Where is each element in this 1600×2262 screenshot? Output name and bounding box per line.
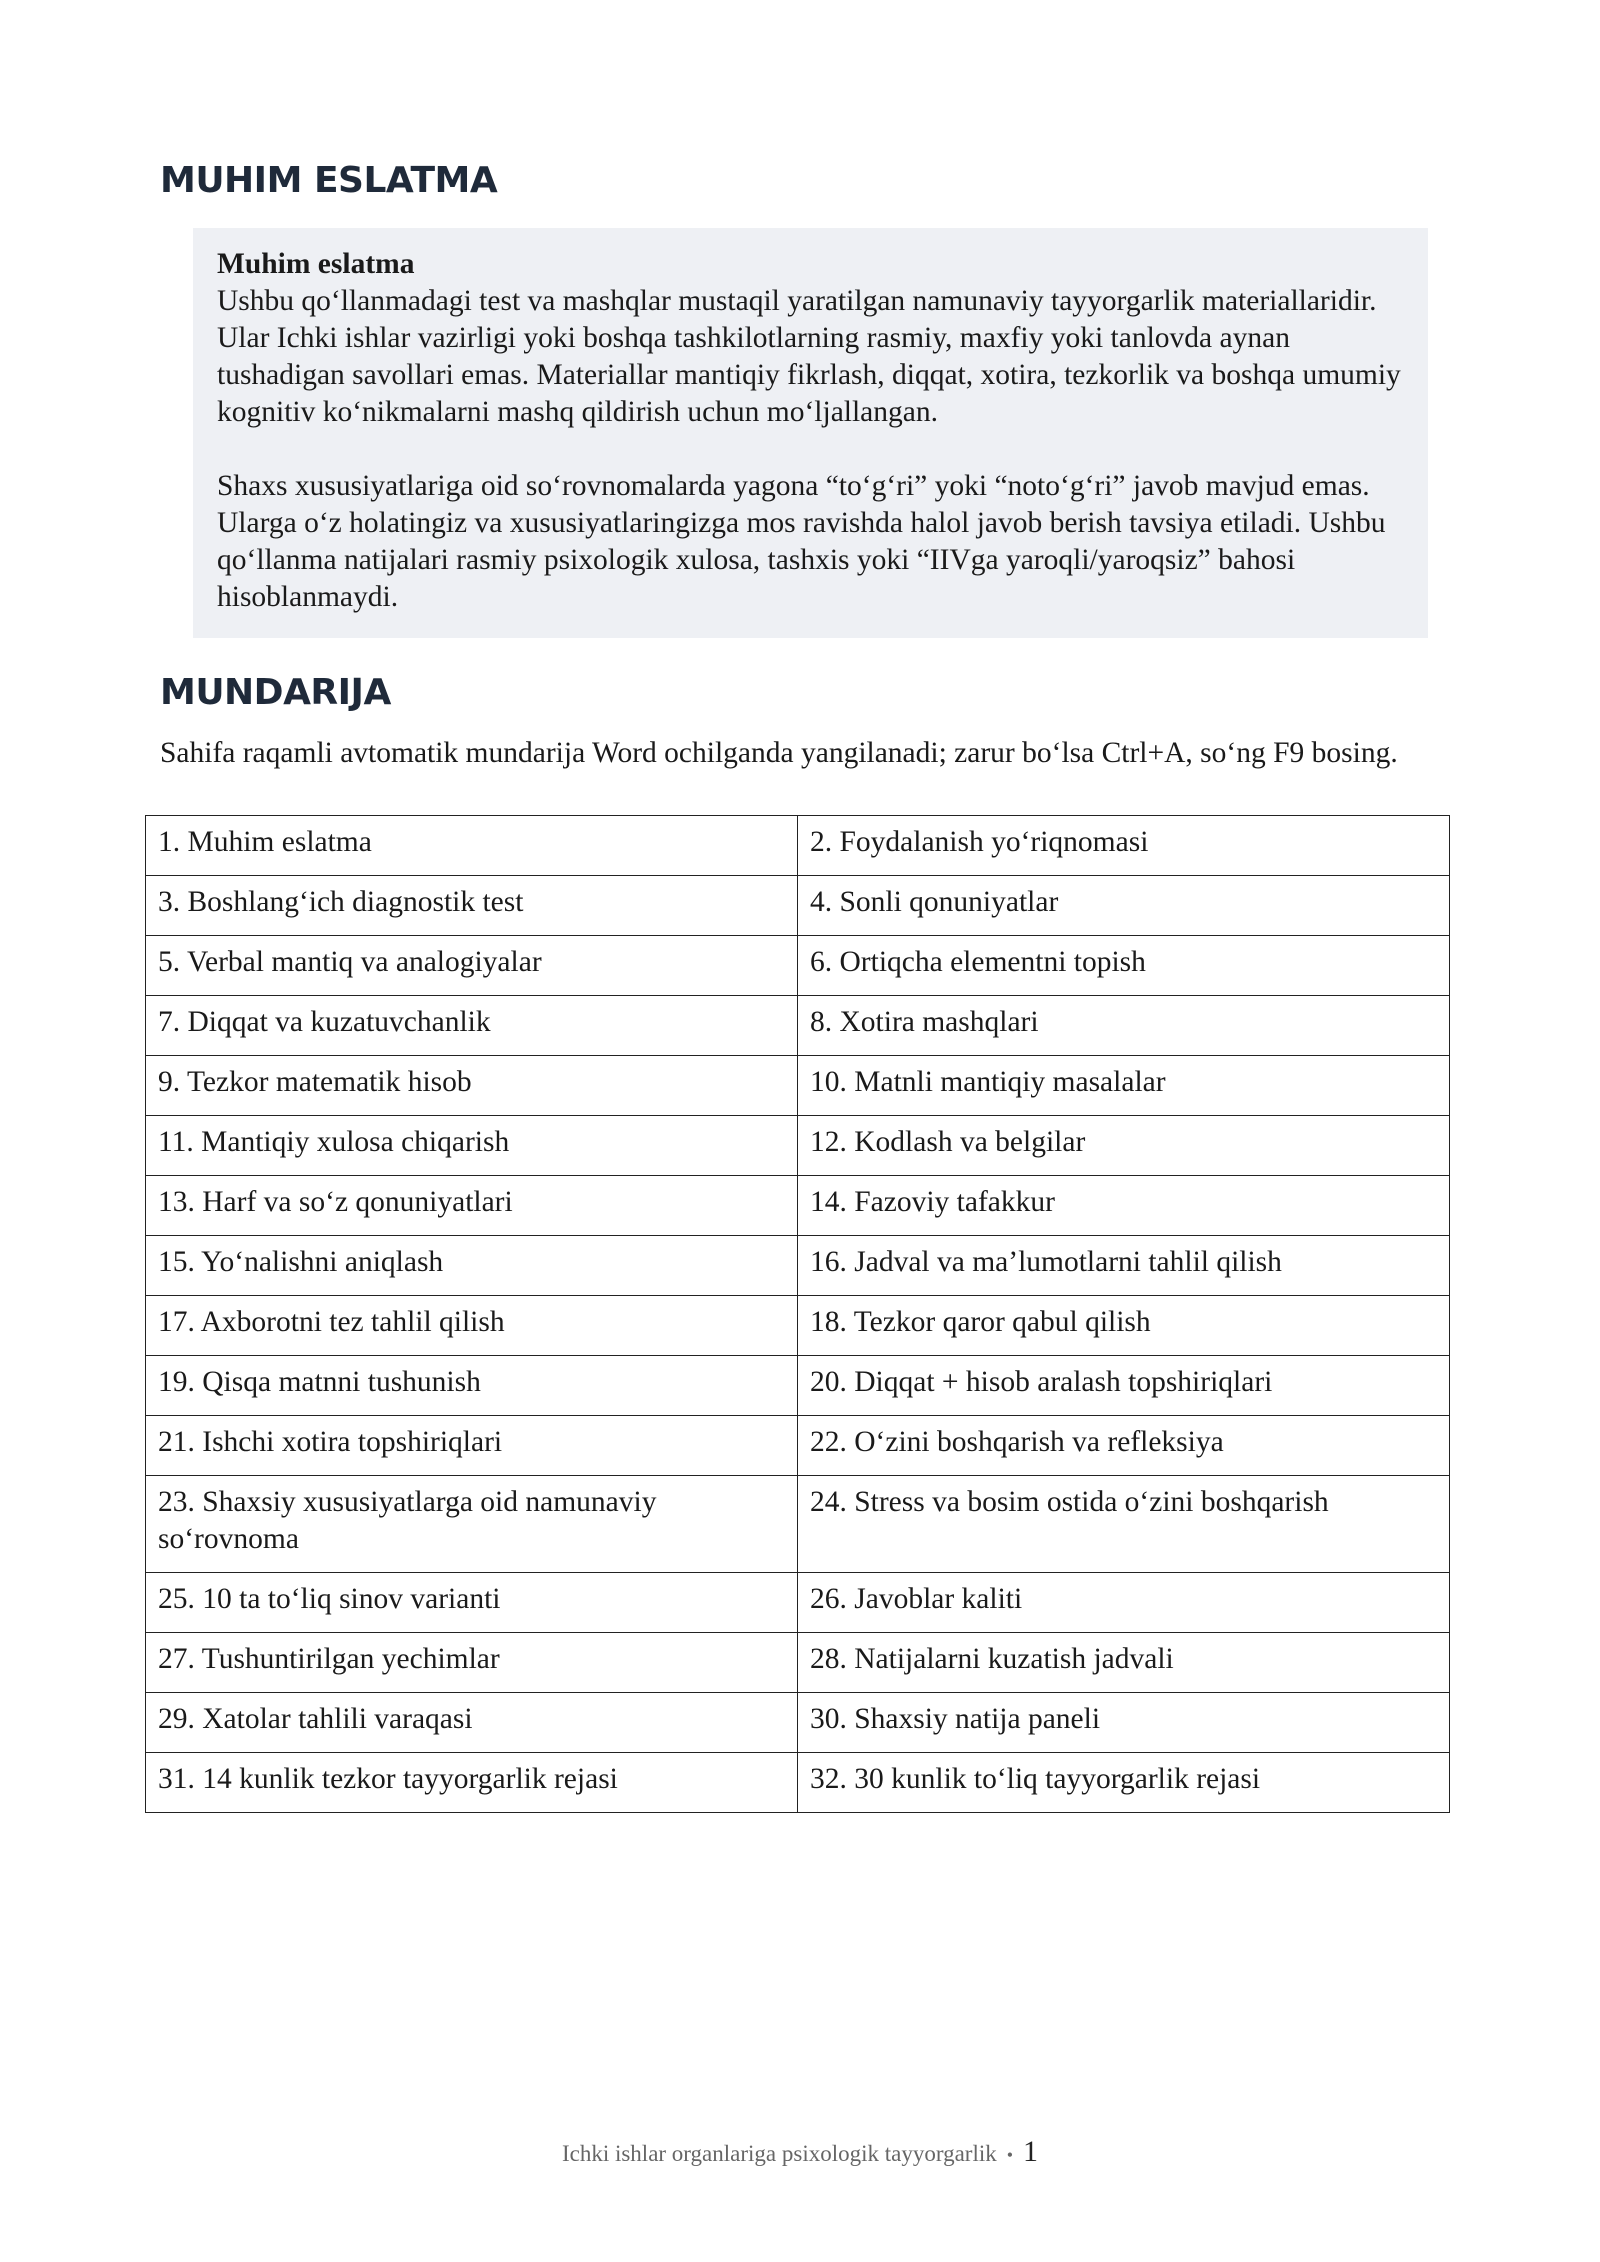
toc-entry[interactable]: 20. Diqqat + hisob aralash topshiriqlari <box>798 1356 1450 1416</box>
page-number: 1 <box>1023 2135 1039 2168</box>
toc-entry[interactable]: 5. Verbal mantiq va analogiyalar <box>146 936 798 996</box>
note-title: Muhim eslatma <box>217 248 415 280</box>
toc-entry[interactable]: 28. Natijalarni kuzatish jadvali <box>798 1633 1450 1693</box>
page-footer <box>0 2135 1600 2169</box>
toc-entry[interactable]: 29. Xatolar tahlili varaqasi <box>146 1693 798 1753</box>
note-callout-box <box>193 228 1428 638</box>
toc-entry[interactable]: 7. Diqqat va kuzatuvchanlik <box>146 996 798 1056</box>
toc-row <box>146 816 1450 876</box>
toc-entry[interactable]: 14. Fazoviy tafakkur <box>798 1176 1450 1236</box>
toc-entry[interactable]: 22. O‘zini boshqarish va refleksiya <box>798 1416 1450 1476</box>
toc-entry[interactable]: 11. Mantiqiy xulosa chiqarish <box>146 1116 798 1176</box>
toc-entry[interactable]: 4. Sonli qonuniyatlar <box>798 876 1450 936</box>
toc-row <box>146 1296 1450 1356</box>
note-paragraph: Ushbu qo‘llanmadagi test va mashqlar mustaqil yaratilgan namunaviy tayyorgarlik materiallaridir. Ular Ichki ishlar vazirligi yoki boshqa tashkilotlarning rasmiy, maxfiy yoki tanlovda aynan tushadigan savollari emas. Materiallar mantiqiy fikrlash, diqqat, xotira, tezkorlik va boshqa umumiy kognitiv ko‘nikmalarni mashq qildirish uchun mo‘ljallangan. <box>217 285 1401 428</box>
toc-entry[interactable]: 16. Jadval va ma’lumotlarni tahlil qilish <box>798 1236 1450 1296</box>
toc-row <box>146 1176 1450 1236</box>
toc-row <box>146 936 1450 996</box>
toc-row <box>146 1753 1450 1813</box>
table-of-contents <box>145 815 1450 1813</box>
toc-row <box>146 1236 1450 1296</box>
toc-entry[interactable]: 15. Yo‘nalishni aniqlash <box>146 1236 798 1296</box>
toc-entry[interactable]: 27. Tushuntirilgan yechimlar <box>146 1633 798 1693</box>
toc-row <box>146 1476 1450 1573</box>
section-heading-mundarija: MUNDARIJA <box>160 672 391 713</box>
toc-entry[interactable]: 24. Stress va bosim ostida o‘zini boshqarish <box>798 1476 1450 1573</box>
toc-entry[interactable]: 26. Javoblar kaliti <box>798 1573 1450 1633</box>
toc-entry[interactable]: 19. Qisqa matnni tushunish <box>146 1356 798 1416</box>
toc-entry[interactable]: 23. Shaxsiy xususiyatlarga oid namunaviy so‘rovnoma <box>146 1476 798 1573</box>
footer-title: Ichki ishlar organlariga psixologik tayyorgarlik <box>561 2141 997 2166</box>
toc-entry[interactable]: 13. Harf va so‘z qonuniyatlari <box>146 1176 798 1236</box>
toc-entry[interactable]: 12. Kodlash va belgilar <box>798 1116 1450 1176</box>
toc-row <box>146 1416 1450 1476</box>
toc-row <box>146 1116 1450 1176</box>
toc-row <box>146 1356 1450 1416</box>
toc-entry[interactable]: 6. Ortiqcha elementni topish <box>798 936 1450 996</box>
toc-entry[interactable]: 17. Axborotni tez tahlil qilish <box>146 1296 798 1356</box>
toc-entry[interactable]: 9. Tezkor matematik hisob <box>146 1056 798 1116</box>
toc-entry[interactable]: 3. Boshlang‘ich diagnostik test <box>146 876 798 936</box>
toc-intro-text: Sahifa raqamli avtomatik mundarija Word ochilganda yangilanadi; zarur bo‘lsa Ctrl+A, so‘ng F9 bosing. <box>160 737 1398 769</box>
footer-separator: • <box>1006 2145 1014 2165</box>
toc-row <box>146 876 1450 936</box>
toc-entry[interactable]: 2. Foydalanish yo‘riqnomasi <box>798 816 1450 876</box>
toc-row <box>146 1633 1450 1693</box>
toc-entry[interactable]: 32. 30 kunlik to‘liq tayyorgarlik rejasi <box>798 1753 1450 1813</box>
section-heading-muhim-eslatma: MUHIM ESLATMA <box>160 160 498 201</box>
toc-entry[interactable]: 18. Tezkor qaror qabul qilish <box>798 1296 1450 1356</box>
note-paragraph: Shaxs xususiyatlariga oid so‘rovnomalarda yagona “to‘g‘ri” yoki “noto‘g‘ri” javob mavjud emas. Ularga o‘z holatingiz va xususiyatlaringizga mos ravishda halol javob berish tavsiya etiladi. Ushbu qo‘llanma natijalari rasmiy psixologik xulosa, tashxis yoki “IIVga yaroqli/yaroqsiz” bahosi hisoblanmaydi. <box>217 470 1386 613</box>
toc-row <box>146 1573 1450 1633</box>
toc-entry[interactable]: 10. Matnli mantiqiy masalalar <box>798 1056 1450 1116</box>
toc-entry[interactable]: 30. Shaxsiy natija paneli <box>798 1693 1450 1753</box>
toc-entry[interactable]: 8. Xotira mashqlari <box>798 996 1450 1056</box>
toc-entry[interactable]: 25. 10 ta to‘liq sinov varianti <box>146 1573 798 1633</box>
toc-row <box>146 1056 1450 1116</box>
toc-row <box>146 1693 1450 1753</box>
toc-entry[interactable]: 31. 14 kunlik tezkor tayyorgarlik rejasi <box>146 1753 798 1813</box>
toc-entry[interactable]: 21. Ishchi xotira topshiriqlari <box>146 1416 798 1476</box>
toc-entry[interactable]: 1. Muhim eslatma <box>146 816 798 876</box>
toc-row <box>146 996 1450 1056</box>
